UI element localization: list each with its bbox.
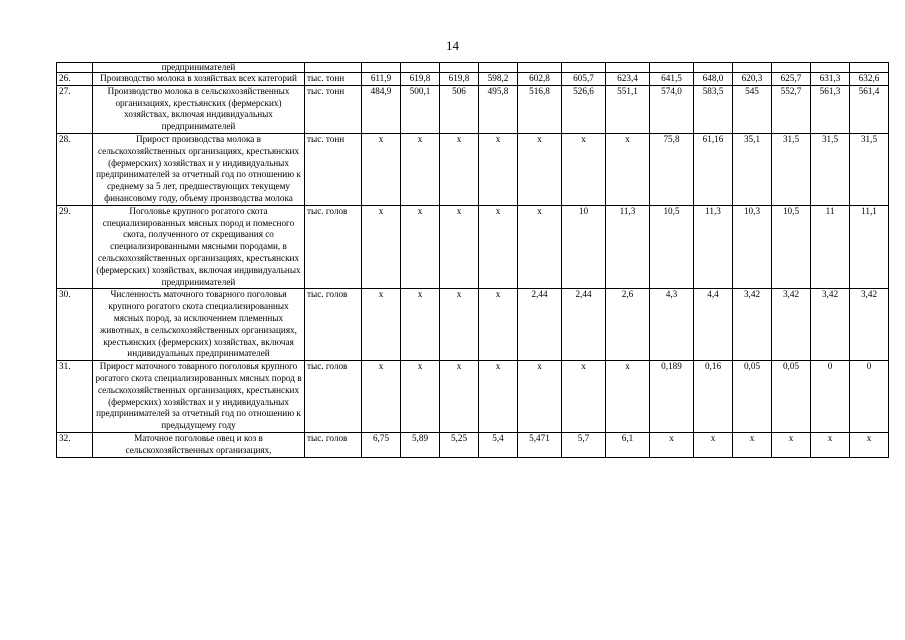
- table-row: [57, 133, 889, 205]
- row-unit: тыс. голов: [305, 289, 362, 361]
- row-value: 11: [811, 205, 850, 289]
- row-value: x: [606, 133, 650, 205]
- row-value: 3,42: [811, 289, 850, 361]
- row-value: 75,8: [650, 133, 694, 205]
- row-value: x: [850, 432, 889, 457]
- row-value: x: [562, 133, 606, 205]
- row-value: 500,1: [401, 85, 440, 133]
- row-value: 506: [440, 85, 479, 133]
- row-number: 28.: [57, 133, 93, 205]
- row-value: 598,2: [479, 73, 518, 86]
- row-value: 545: [733, 85, 772, 133]
- row-value: x: [518, 133, 562, 205]
- row-value: x: [440, 133, 479, 205]
- row-name: Прирост маточного товарного поголовья крупного рогатого скота специализированных мясных пород в сельскохозяйственных организациях, крестьянских (фермерских) хозяйствах и у индивидуальных предпринимателей за отчетный год по отношению к предыдущему году: [93, 361, 305, 433]
- row-value: 526,6: [562, 85, 606, 133]
- row-value: x: [401, 289, 440, 361]
- row-value: 561,4: [850, 85, 889, 133]
- row-number: 32.: [57, 432, 93, 457]
- row-value: x: [362, 361, 401, 433]
- row-value: 611,9: [362, 73, 401, 86]
- table-row: [57, 73, 889, 86]
- row-value: 61,16: [694, 133, 733, 205]
- row-value: 5,89: [401, 432, 440, 457]
- row-number: 27.: [57, 85, 93, 133]
- indicators-table: [56, 62, 889, 458]
- row-unit: тыс. голов: [305, 361, 362, 433]
- row-value: 619,8: [440, 73, 479, 86]
- row-value: x: [440, 289, 479, 361]
- row-value: 5,4: [479, 432, 518, 457]
- row-value: 602,8: [518, 73, 562, 86]
- row-value: 31,5: [772, 133, 811, 205]
- row-value: 6,1: [606, 432, 650, 457]
- row-value: 35,1: [733, 133, 772, 205]
- row-value: x: [401, 133, 440, 205]
- row-name: Численность маточного товарного поголовья крупного рогатого скота специализированных мясных пород, за исключением племенных животных, в сельскохозяйственных организациях, крестьянских (фермерских) хозяйствах, включая индивидуальных предпринимателей: [93, 289, 305, 361]
- row-value: x: [811, 432, 850, 457]
- row-value: x: [362, 133, 401, 205]
- row-value: x: [479, 133, 518, 205]
- row-unit: тыс. голов: [305, 205, 362, 289]
- row-name: Производство молока в сельскохозяйственных организациях, крестьянских (фермерских) хозяйствах, включая индивидуальных предпринимателей: [93, 85, 305, 133]
- row-unit: тыс. тонн: [305, 85, 362, 133]
- row-value: x: [518, 361, 562, 433]
- row-value: 10: [562, 205, 606, 289]
- row-value: 631,3: [811, 73, 850, 86]
- row-value: 484,9: [362, 85, 401, 133]
- row-value: 5,25: [440, 432, 479, 457]
- row-value: 31,5: [850, 133, 889, 205]
- row-value: 552,7: [772, 85, 811, 133]
- row-value: 6,75: [362, 432, 401, 457]
- row-value: x: [518, 205, 562, 289]
- row-value: x: [479, 361, 518, 433]
- row-number: 30.: [57, 289, 93, 361]
- row-value: 3,42: [733, 289, 772, 361]
- row-value: 4,4: [694, 289, 733, 361]
- row-value: 31,5: [811, 133, 850, 205]
- row-value: x: [606, 361, 650, 433]
- row-value: x: [650, 432, 694, 457]
- row-name: Производство молока в хозяйствах всех категорий: [93, 73, 305, 86]
- row-value: x: [401, 205, 440, 289]
- row-value: x: [401, 361, 440, 433]
- row-value: x: [772, 432, 811, 457]
- row-value: 11,3: [694, 205, 733, 289]
- table-row: [57, 361, 889, 433]
- row-unit: тыс. голов: [305, 432, 362, 457]
- row-value: x: [562, 361, 606, 433]
- row-value: 0,189: [650, 361, 694, 433]
- row-value: 619,8: [401, 73, 440, 86]
- row-value: 495,8: [479, 85, 518, 133]
- row-value: x: [479, 289, 518, 361]
- row-value: x: [362, 205, 401, 289]
- row-number: 31.: [57, 361, 93, 433]
- row-value: 4,3: [650, 289, 694, 361]
- row-value: 0: [811, 361, 850, 433]
- row-value: 625,7: [772, 73, 811, 86]
- row-value: 605,7: [562, 73, 606, 86]
- row-unit: тыс. тонн: [305, 73, 362, 86]
- row-value: 561,3: [811, 85, 850, 133]
- row-value: 10,5: [650, 205, 694, 289]
- row-value: 648,0: [694, 73, 733, 86]
- row-value: 11,3: [606, 205, 650, 289]
- row-value: 0,05: [733, 361, 772, 433]
- row-name: Маточное поголовье овец и коз в сельскохозяйственных организациях,: [93, 432, 305, 457]
- table-row: [57, 432, 889, 457]
- row-value: 574,0: [650, 85, 694, 133]
- row-value: 2,44: [518, 289, 562, 361]
- row-value: 583,5: [694, 85, 733, 133]
- table-row: [57, 289, 889, 361]
- row-unit: тыс. тонн: [305, 133, 362, 205]
- row-value: x: [694, 432, 733, 457]
- row-value: 551,1: [606, 85, 650, 133]
- row-value: 3,42: [850, 289, 889, 361]
- row-value: 0,05: [772, 361, 811, 433]
- row-name: предпринимателей: [93, 63, 305, 73]
- row-value: 632,6: [850, 73, 889, 86]
- row-value: 11,1: [850, 205, 889, 289]
- row-number: 29.: [57, 205, 93, 289]
- row-value: 2,6: [606, 289, 650, 361]
- row-value: 5,7: [562, 432, 606, 457]
- row-value: 5,471: [518, 432, 562, 457]
- row-value: 0: [850, 361, 889, 433]
- row-name: Поголовье крупного рогатого скота специализированных мясных пород и помесного скота, полученного от скрещивания со специализированными мясными породами, в сельскохозяйственных организациях, крестьянских (фермерских) хозяйствах, включая индивидуальных предпринимателей: [93, 205, 305, 289]
- table-row: [57, 205, 889, 289]
- row-value: x: [440, 205, 479, 289]
- continuation-row: [57, 63, 889, 73]
- row-value: 641,5: [650, 73, 694, 86]
- row-value: 3,42: [772, 289, 811, 361]
- row-value: x: [479, 205, 518, 289]
- row-value: x: [440, 361, 479, 433]
- row-value: x: [362, 289, 401, 361]
- row-value: 10,3: [733, 205, 772, 289]
- row-name: Прирост производства молока в сельскохозяйственных организациях, крестьянских (фермерских) хозяйствах и у индивидуальных предпринимателей за отчетный год по отношению к среднему за 5 лет, предшествующих текущему финансовому году, объему производства молока: [93, 133, 305, 205]
- page-number: 14: [446, 38, 459, 53]
- row-value: x: [733, 432, 772, 457]
- row-value: 623,4: [606, 73, 650, 86]
- row-value: 2,44: [562, 289, 606, 361]
- table-row: [57, 85, 889, 133]
- row-number: 26.: [57, 73, 93, 86]
- row-value: 0,16: [694, 361, 733, 433]
- row-value: 516,8: [518, 85, 562, 133]
- row-value: 620,3: [733, 73, 772, 86]
- row-value: 10,5: [772, 205, 811, 289]
